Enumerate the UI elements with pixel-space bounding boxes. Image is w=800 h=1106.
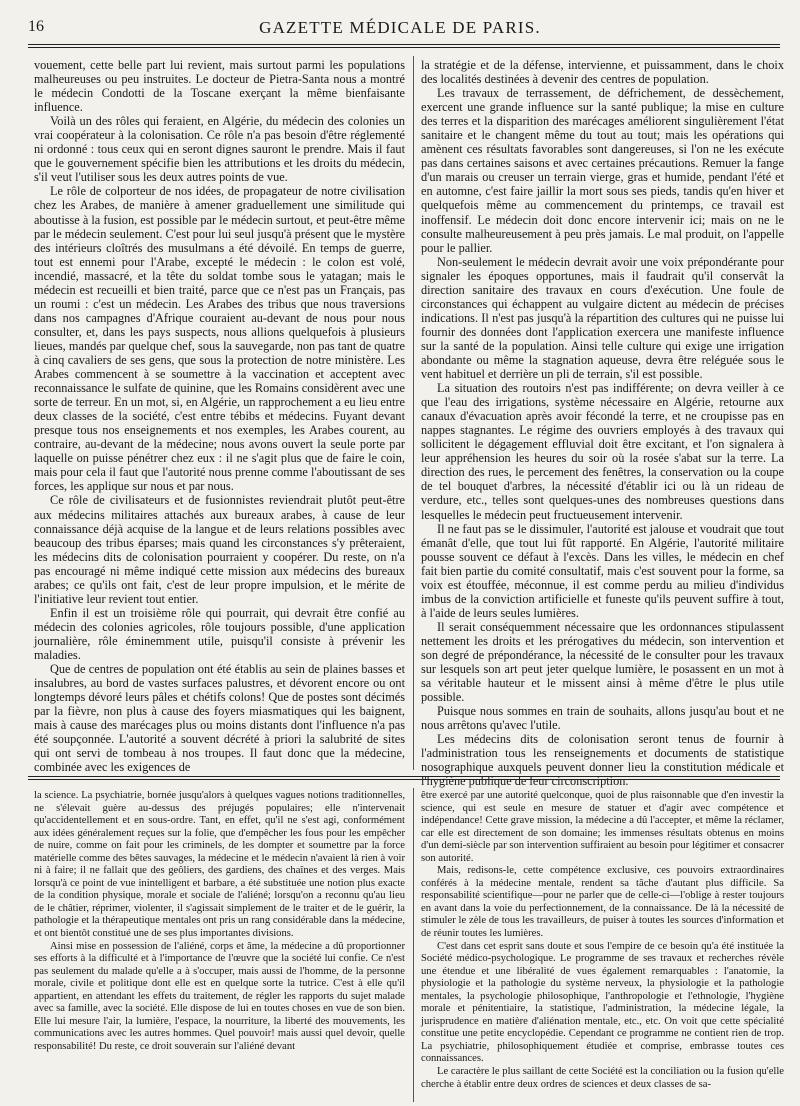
section-rule: [28, 776, 780, 777]
paragraph: la stratégie et de la défense, intervienne, et puissamment, dans le choix des localités destinées à devenir des centres de population.: [421, 58, 784, 87]
upper-left-column: [34, 58, 405, 775]
paragraph: Mais, redisons-le, cette compétence exclusive, ces pouvoirs extraordinaires conférés à la médecine mentale, rendent sa tâche d'autant plus difficile. Sa responsabilité scientifique—pour ne parler que de celle-ci—l'oblige à rester toujours en avant dans la voie du perfectionnement, de la connaissance. De là la nécessité de stimuler le zèle de tous les travailleurs, de puiser à toutes les sources d'information et de réunir toutes les lumières.: [421, 865, 784, 940]
paragraph: Ainsi mise en possession de l'aliéné, corps et âme, la médecine a dû proportionner ses efforts à la difficulté et à l'importance de l'œuvre que la société lui confie. Ce n'est pas seulement du malade qu'elle a à s'occuper, mais aussi de l'homme, de la personne morale, civile et politique dont elle est en quelque sorte la tutrice. C'est à elle qu'il appartient, en attendant les effets du traitement, de régler les rapports du sujet malade avec sa famille, avec la société. Elle dispose de lui en toutes choses en vue de son bien. Elle lui mesure l'air, la lumière, l'espace, la nourriture, la liberté des mouvements, les communications avec les autres hommes. Quel pouvoir! mais aussi quel devoir, quelle responsabilité! Du reste, ce droit souverain sur l'aliéné devant: [34, 940, 405, 1052]
paragraph: Il serait conséquemment nécessaire que les ordonnances stipulassent nettement les droits et les prérogatives du médecin, son intervention et son degré de prépondérance, la nécessité de le consulter pour les travaux sur lesquels son art peut jeter quelque lumière, le posassent en un mot à sa véritable hauteur et le missent ainsi à même d'être le plus utile possible.: [421, 619, 784, 705]
paragraph: Puisque nous sommes en train de souhaits, allons jusqu'au bout et ne nous arrêtons qu'avec l'utile.: [421, 704, 784, 733]
paragraph: Ce rôle de civilisateurs et de fusionnistes reviendrait plutôt peut-être aux médecins militaires attachés aux bureaux arabes, à cause de leur connaissance déjà acquise de la langue et de leurs relations possibles avec beaucoup des tribus éparses; mais quand les circonstances s'y prêteraient, les médecins dits de colonisation pourraient y coopérer. Du reste, on n'a pas encouragé ni même indiqué cette mission aux médecins des bureaux arabes; ce qu'ils ont fait, c'est de leur propre impulsion, et le mérite de l'initiative leur revient tout entier.: [34, 493, 405, 606]
upper-right-column: [421, 58, 784, 789]
paragraph: La situation des routoirs n'est pas indifférente; on devra veiller à ce que l'eau des irrigations, système nécessaire en Algérie, retourne aux canaux d'évacuation après avoir fécondé la terre, et ne croupisse pas en nappes stagnantes. Le régime des ouvriers employés à des travaux qui sollicitent le dégagement effluvial doit être excitant, et l'on signalera à leur appréhension les heures du soir où la rosée s'abat sur la terre. La direction des rues, le percement des fenêtres, la conservation ou la coupe de tel bouquet d'arbres, la nécessité d'établir ici ou là un rideau de verdure, etc., telles sont quelques-unes des nombreuses questions dans lesquelles le médecin peut fructueusement intervenir.: [421, 381, 784, 522]
paragraph: Le rôle de colporteur de nos idées, de propagateur de notre civilisation chez les Arabes, de manière à amener graduellement une similitude qui aboutisse à la fusion, est possible par le médecin surtout, et peut-être même par le médecin seulement. C'est pour lui seul jusqu'à présent que le mystère des intérieurs cloîtrés des musulmans a été dévoilé. En temps de guerre, tout est ennemi pour l'Arabe, excepté le médecin : le colon est volé, incendié, massacré, et la tête du soldat tombe sous le yatagan; mais le médecin est recueilli et bien traité, parce que ce n'est pas un Français, pas un roumi : c'est un médecin. Les Arabes des tribus que nous traversions dans nos campagnes d'Afrique couraient au-devant de nous pour nous consulter, et, dans les pays suspects, nous allions quelquefois à plusieurs lieues, mandés par quelque chef, sous la sauvegarde, non pas tant de quatre à cinq cavaliers de ses gens, que sous la protection de notre ministère. Les Arabes commencent à se soumettre à la vaccination et acceptent avec reconnaissance le sulfate de quinine, que les Romains considèrent avec une sorte de terreur. En un mot, si, en Algérie, un rapprochement a eu lieu entre deux classes de la société, c'est entre tébibs et médecins. Fuyant devant presque tous nos enseignements et nos exemples, les Arabes courent, au contraire, au-devant de la médecine; nous avons ouvert la seule porte par laquelle on puisse pénétrer chez eux : il ne s'agit plus que de faire le coin, mais pour cela il faut que l'autorité nous prenne comme l'aboutissant de ses forces, les applique sur nous et par nous.: [34, 184, 405, 494]
paragraph: la science. La psychiatrie, bornée jusqu'alors à quelques vagues notions traditionnelles, ne s'élevait guère au-dessus des préjugés populaires; elle n'intervenait qu'accidentellement et en sous-ordre. Tant, en effet, qu'il ne s'est agi, conformément aux idées généralement reçues sur la folie, que d'empêcher les fous pour les empêcher de nuire, comme on fait pour les criminels, de les dompter et soumettre par la force matérielle comme des bêtes sauvages, la médecine et le médecin n'avaient là rien à voir ni à faire; il ne fallait que des geôliers, des gardiens, des chaînes et des verges. Mais lorsqu'à ce point de vue inintelligent et barbare, a été substituée une notion plus exacte de la condition physique, morale et sociale de l'aliéné; lorsqu'on a reconnu qu'au lieu de le châtier, réprimer, violenter, il s'agissait simplement de le traiter et de le guérir, la pathologie et la thérapeutique mentales ont pris un rang considérable dans la médecine, et ont bientôt constitué une de ses plus importantes divisions.: [34, 790, 405, 940]
journal-title: GAZETTE MÉDICALE DE PARIS.: [259, 18, 541, 37]
section-rule-double: [28, 779, 780, 780]
paragraph: vouement, cette belle part lui revient, mais surtout parmi les populations malheureuses ou peu instruites. Le docteur de Pietra-Santa nous a montré le médecin Condotti de la Toscane exerçant la même bienfaisante influence.: [34, 58, 405, 115]
paragraph: Les travaux de terrassement, de défrichement, de dessèchement, exercent une grande influence sur la santé publique; la mise en culture des terres et la disparition des marécages améliorent singulièrement l'état sanitaire et le changent même du tout au tout; mais les opérations qui amènent ces résultats favorables sont dangereuses, si l'on ne les exécute pas dans certaines saisons et avec certaines précautions. Remuer la fange d'un marais ou creuser un terrain vierge, gras et humide, pendant l'été et en automne, c'est faire jaillir la mort sous ses pieds, tandis qu'en hiver et quelquefois même au commencement du printemps, ce travail est inoffensif. Le médecin doit donc encore intervenir ici; mais on ne le consulte malheureusement à peu près jamais. Le mal produit, on l'appelle pour le pallier.: [421, 86, 784, 255]
header-rule: [28, 44, 780, 45]
lower-right-column: [421, 790, 784, 1100]
paragraph: C'est dans cet esprit sans doute et sous l'empire de ce besoin qu'a été instituée la Société médico-psychologique. Le programme de ses travaux et recherches révèle une étendue et une libéralité de vues également remarquables : l'anatomie, la physiologie et la pathologie du système nerveux, la physiologie et la pathologie mentales, la psychologie philosophique, l'anthropologie et l'ethnologie, l'hygiène morale et pénitentiaire, la statistique, l'administration, la médecine légale, la jurisprudence en matière d'aliénation mentale, etc., etc. On voit que cette spécialité constitue une petite encyclopédie. Cependant ce programme ne contient rien de trop. La psychiatrie, philosophiquement étudiée et comprise, embrasse toutes ces connaissances.: [421, 940, 784, 1065]
paragraph: Les médecins dits de colonisation seront tenus de fournir à l'administration tous les renseignements et documents de statistique nosographique auxquels peuvent donner lieu la constitution médicale et l'hygiène publique de leur circonscription.: [421, 732, 784, 789]
lower-column-divider: [413, 788, 414, 1102]
paragraph: Enfin il est un troisième rôle qui pourrait, qui devrait être confié au médecin des colonies agricoles, rôle toujours possible, d'une application journalière, rôle éminemment utile, puisqu'il consiste à prévenir les maladies.: [34, 605, 405, 662]
upper-column-divider: [413, 56, 414, 770]
paragraph: Le caractère le plus saillant de cette Société est la conciliation ou la fusion qu'elle cherche à établir entre deux ordres de sciences et deux classes de sa-: [421, 1066, 784, 1090]
paragraph: Non-seulement le médecin devrait avoir une voix prépondérante pour signaler les époques opportunes, mais il faudrait qu'il conservât la direction sanitaire des travaux en cours d'exécution. Une foule de circonstances qui échappent au vulgaire dictent au médecin de précises indications. Il n'est pas jusqu'à la répartition des cultures qui ne puisse lui fournir des données dont l'application exercera une manifeste influence sur la santé de la population. Ainsi telle culture qui exige une irrigation abondante ou même la stagnation aqueuse, devra être reléguée sous le vent habituel et derrière un pli de terrain, s'il est possible.: [421, 254, 784, 382]
paragraph: Voilà un des rôles qui feraient, en Algérie, du médecin des colonies un vrai coopérateur à la colonisation. Ce rôle n'a pas besoin d'être réglementé ni ordonné : tous ceux qui en seront dignes sauront le prendre. Mais il faut que le gouvernement spécifie bien les attributions et les droits du médecin, s'il veut l'utiliser sous les deux autres points de vue.: [34, 114, 405, 185]
header-rule-double: [28, 47, 780, 48]
paragraph: Que de centres de population ont été établis au sein de plaines basses et insalubres, au bord de vastes surfaces palustres, et dévorent encore ou ont longtemps dévoré leurs pâles et chétifs colons! Que de postes sont décimés par la fièvre, non plus à cause des foyers miasmatiques qui les baignent, mais à cause des marécages plus ou moins distants dont l'influence n'a pas été soupçonnée. L'autorité a souvent décrété à priori la salubrité de sites qui ont servi de tombeau à nos troupes. Il faut donc que la médecine, combinée avec les exigences de: [34, 662, 405, 775]
paragraph: être exercé par une autorité quelconque, quoi de plus raisonnable que d'en investir la science, qui est seule en mesure de statuer et d'agir avec compétence et indépendance! Cette grave mission, la médecine a dû l'accepter, et même la réclamer, car elle est directement de son domaine; les immenses résultats obtenus en moins d'un demi-siècle par son intervention suffiraient au besoin pour légitimer et consacrer son autorité.: [421, 790, 784, 864]
page-number: 16: [28, 18, 44, 35]
paragraph: Il ne faut pas se le dissimuler, l'autorité est jalouse et voudrait que tout émanât d'elle, que tout lui fût rapporté. En Algérie, l'autorité militaire pousse souvent ce défaut à l'excès. Dans les villes, le médecin en chef fait bien partie du comité consultatif, mais c'est souvent pour la forme, sa voix est étouffée, méconnue, il est comme perdu au milieu d'individus imbus de la conviction artificielle et funeste qu'ils peuvent suffire à tout, à l'aide de leurs seules lumières.: [421, 521, 784, 620]
lower-left-column: [34, 790, 405, 1100]
page-header: [20, 16, 780, 40]
